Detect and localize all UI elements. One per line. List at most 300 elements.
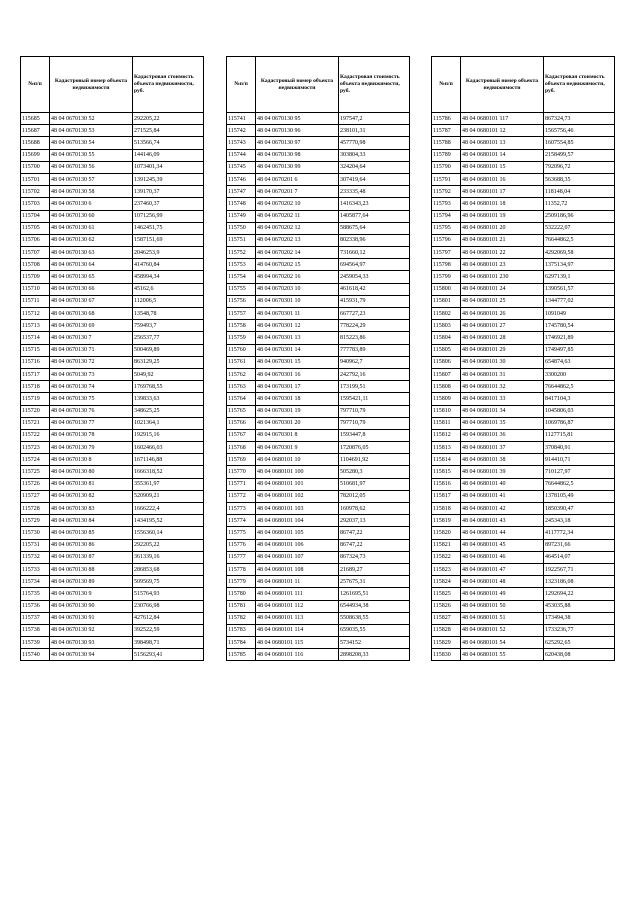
table-row: [227, 247, 410, 259]
cell-row-number: 115811: [432, 417, 461, 429]
table-row: [21, 368, 204, 380]
table-row: [21, 222, 204, 234]
cell-cadastral-cost: 1405877,64: [339, 210, 410, 222]
table-row: [21, 515, 204, 527]
cell-row-number: 115701: [21, 173, 50, 185]
cell-row-number: 115731: [21, 539, 50, 551]
table-row: [227, 222, 410, 234]
cell-cadastral-number: 48 04 0680101 50: [461, 600, 544, 612]
cell-cadastral-cost: 76644862,5: [544, 234, 615, 246]
cell-cadastral-cost: 778224,29: [339, 320, 410, 332]
cell-cadastral-cost: 1091049: [544, 308, 615, 320]
cell-row-number: 115809: [432, 393, 461, 405]
cell-row-number: 115825: [432, 588, 461, 600]
cell-cadastral-number: 48 04 0670301 18: [256, 393, 339, 405]
table-row: [21, 173, 204, 185]
cell-cadastral-number: 48 04 0670130 82: [50, 490, 133, 502]
cell-cadastral-number: 48 04 0670130 86: [50, 539, 133, 551]
cell-cadastral-number: 48 04 0670301 16: [256, 368, 339, 380]
cell-cadastral-cost: 797710,79: [339, 405, 410, 417]
cell-row-number: 115773: [227, 503, 256, 515]
cell-cadastral-number: 48 04 0670130 52: [50, 113, 133, 125]
cell-cadastral-cost: 1769768,55: [133, 381, 204, 393]
table-row: [432, 368, 615, 380]
cell-cadastral-cost: 1323186,08: [544, 576, 615, 588]
cell-cadastral-cost: 863129,25: [133, 356, 204, 368]
cell-cadastral-number: 48 04 0680101 101: [256, 478, 339, 490]
cell-row-number: 115784: [227, 637, 256, 649]
cell-cadastral-number: 48 04 0680101 32: [461, 381, 544, 393]
table-row: [21, 320, 204, 332]
cell-cadastral-cost: 710127,97: [544, 466, 615, 478]
cell-cadastral-cost: 1391245,39: [133, 173, 204, 185]
table-row: [227, 563, 410, 575]
table-row: [227, 649, 410, 661]
cell-cadastral-number: 48 04 0670203 10: [256, 283, 339, 295]
cell-row-number: 115810: [432, 405, 461, 417]
cell-cadastral-cost: 257675,31: [339, 576, 410, 588]
cell-row-number: 115779: [227, 576, 256, 588]
cell-row-number: 115798: [432, 259, 461, 271]
cell-cadastral-cost: 286853,68: [133, 563, 204, 575]
cell-cadastral-cost: 1593447,8: [339, 429, 410, 441]
table-row: [432, 442, 615, 454]
cell-row-number: 115744: [227, 149, 256, 161]
table-row: [432, 503, 615, 515]
cell-row-number: 115750: [227, 222, 256, 234]
cell-row-number: 115704: [21, 210, 50, 222]
cell-row-number: 115700: [21, 161, 50, 173]
cell-cadastral-cost: 307419,64: [339, 173, 410, 185]
cell-cadastral-cost: 197547,2: [339, 113, 410, 125]
cell-cadastral-cost: 361339,16: [133, 551, 204, 563]
cell-row-number: 115751: [227, 234, 256, 246]
cell-row-number: 115733: [21, 563, 50, 575]
cell-cadastral-number: 48 04 0670130 74: [50, 381, 133, 393]
table-row: [432, 247, 615, 259]
cell-cadastral-number: 48 04 0680101 112: [256, 600, 339, 612]
cell-cadastral-cost: 1462451,75: [133, 222, 204, 234]
cell-row-number: 115730: [21, 527, 50, 539]
table-row: [227, 295, 410, 307]
cell-cadastral-number: 48 04 0670130 91: [50, 612, 133, 624]
cell-cadastral-number: 48 04 0680101 44: [461, 527, 544, 539]
cell-cadastral-cost: 1745780,54: [544, 320, 615, 332]
cell-cadastral-number: 48 04 0680101 117: [461, 113, 544, 125]
cell-cadastral-cost: 1434195,52: [133, 515, 204, 527]
table-row: [432, 588, 615, 600]
cell-row-number: 115770: [227, 466, 256, 478]
cell-row-number: 115806: [432, 356, 461, 368]
cell-cadastral-cost: 414760,84: [133, 259, 204, 271]
table-row: [21, 308, 204, 320]
cell-row-number: 115778: [227, 563, 256, 575]
cell-cadastral-number: 48 04 0670202 11: [256, 210, 339, 222]
cell-cadastral-number: 48 04 0670130 58: [50, 186, 133, 198]
table-row: [432, 649, 615, 661]
table-row: [21, 210, 204, 222]
cell-cadastral-number: 48 04 0680101 34: [461, 405, 544, 417]
cell-cadastral-number: 48 04 0680101 11: [256, 576, 339, 588]
table-row: [227, 527, 410, 539]
table-row: [21, 149, 204, 161]
cell-row-number: 115726: [21, 478, 50, 490]
cell-cadastral-number: 48 04 0680101 54: [461, 637, 544, 649]
table-row: [21, 490, 204, 502]
table-row: [227, 173, 410, 185]
table-row: [21, 137, 204, 149]
cell-cadastral-number: 48 04 0680101 27: [461, 320, 544, 332]
cell-row-number: 115796: [432, 234, 461, 246]
cell-cadastral-cost: 173199,51: [339, 381, 410, 393]
table-row: [432, 344, 615, 356]
cell-cadastral-cost: 1390561,57: [544, 283, 615, 295]
cell-cadastral-number: 48 04 0670130 73: [50, 368, 133, 380]
cell-cadastral-cost: 802338,96: [339, 234, 410, 246]
cell-cadastral-number: 48 04 0680101 36: [461, 429, 544, 441]
cell-cadastral-number: 48 04 0680101 42: [461, 503, 544, 515]
cell-cadastral-number: 48 04 0670130 69: [50, 320, 133, 332]
cell-row-number: 115723: [21, 442, 50, 454]
table-row: [21, 588, 204, 600]
cell-row-number: 115761: [227, 356, 256, 368]
cell-cadastral-number: 48 04 0680101 33: [461, 393, 544, 405]
cell-cadastral-number: 48 04 0670130 57: [50, 173, 133, 185]
cell-row-number: 115827: [432, 612, 461, 624]
table-row: [432, 320, 615, 332]
table-row: [432, 612, 615, 624]
cell-cadastral-cost: 453035,88: [544, 600, 615, 612]
table-row: [21, 442, 204, 454]
cell-row-number: 115762: [227, 368, 256, 380]
cell-cadastral-cost: 398498,71: [133, 637, 204, 649]
cell-cadastral-number: 48 04 0670130 89: [50, 576, 133, 588]
cell-cadastral-cost: 21689,27: [339, 563, 410, 575]
cell-cadastral-cost: 392522,59: [133, 624, 204, 636]
cell-cadastral-number: 48 04 0680101 55: [461, 649, 544, 661]
table-row: [21, 381, 204, 393]
table-row: [432, 490, 615, 502]
cell-row-number: 115769: [227, 454, 256, 466]
table-row: [21, 612, 204, 624]
cell-row-number: 115829: [432, 637, 461, 649]
table-row: [227, 161, 410, 173]
cell-cadastral-cost: 505280,3: [339, 466, 410, 478]
cell-cadastral-cost: 620438,08: [544, 649, 615, 661]
cell-cadastral-cost: 8417104,3: [544, 393, 615, 405]
table-row: [432, 551, 615, 563]
table-row: [227, 478, 410, 490]
cell-row-number: 115755: [227, 283, 256, 295]
cell-row-number: 115737: [21, 612, 50, 624]
cell-cadastral-cost: 415931,79: [339, 295, 410, 307]
table-row: [227, 332, 410, 344]
cell-row-number: 115800: [432, 283, 461, 295]
cell-row-number: 115760: [227, 344, 256, 356]
table-row: [21, 332, 204, 344]
cell-cadastral-number: 48 04 0670301 20: [256, 417, 339, 429]
cell-cadastral-cost: 2046253,9: [133, 247, 204, 259]
cell-cadastral-cost: 112006,5: [133, 295, 204, 307]
table-row: [227, 539, 410, 551]
table-row: [227, 405, 410, 417]
table-row: [21, 600, 204, 612]
cell-row-number: 115820: [432, 527, 461, 539]
cell-row-number: 115742: [227, 125, 256, 137]
cell-cadastral-number: 48 04 0680101 18: [461, 198, 544, 210]
cell-row-number: 115709: [21, 271, 50, 283]
cell-cadastral-cost: 1749497,85: [544, 344, 615, 356]
cell-cadastral-cost: 867324,73: [339, 551, 410, 563]
table-row: [21, 113, 204, 125]
cell-row-number: 115771: [227, 478, 256, 490]
cell-row-number: 115789: [432, 149, 461, 161]
cell-cadastral-number: 48 04 0680101 230: [461, 271, 544, 283]
cell-row-number: 115724: [21, 454, 50, 466]
table-row: [21, 259, 204, 271]
cell-row-number: 115787: [432, 125, 461, 137]
cell-cadastral-number: 48 04 0680101 29: [461, 344, 544, 356]
header-cadastral-cost: Кадастровая стоимость объекта недвижимости, руб.: [339, 57, 410, 113]
cell-row-number: 115783: [227, 624, 256, 636]
cell-row-number: 115687: [21, 125, 50, 137]
table-row: [432, 259, 615, 271]
table-row: [432, 515, 615, 527]
cell-cadastral-number: 48 04 0670130 85: [50, 527, 133, 539]
cell-cadastral-cost: 303804,33: [339, 149, 410, 161]
cell-row-number: 115715: [21, 344, 50, 356]
cell-cadastral-cost: 1021364,1: [133, 417, 204, 429]
cell-row-number: 115753: [227, 259, 256, 271]
cell-cadastral-cost: 1733236,77: [544, 624, 615, 636]
cell-row-number: 115768: [227, 442, 256, 454]
table-row: [227, 454, 410, 466]
cell-cadastral-number: 48 04 0680101 114: [256, 624, 339, 636]
cell-row-number: 115772: [227, 490, 256, 502]
cell-cadastral-cost: 5734152: [339, 637, 410, 649]
cell-row-number: 115775: [227, 527, 256, 539]
cell-cadastral-number: 48 04 0670301 13: [256, 332, 339, 344]
cell-row-number: 115794: [432, 210, 461, 222]
table-header-row: [21, 57, 204, 113]
cell-cadastral-cost: 1556360,14: [133, 527, 204, 539]
table-row: [21, 637, 204, 649]
cell-row-number: 115702: [21, 186, 50, 198]
cell-cadastral-cost: 1261695,51: [339, 588, 410, 600]
cell-row-number: 115824: [432, 576, 461, 588]
cell-cadastral-number: 48 04 0670202 16: [256, 271, 339, 283]
cell-row-number: 115688: [21, 137, 50, 149]
cell-cadastral-cost: 355361,97: [133, 478, 204, 490]
cell-row-number: 115706: [21, 234, 50, 246]
table-row: [227, 125, 410, 137]
table-row: [432, 527, 615, 539]
cell-row-number: 115797: [432, 247, 461, 259]
table-row: [432, 332, 615, 344]
cell-cadastral-cost: 458994,34: [133, 271, 204, 283]
cell-row-number: 115799: [432, 271, 461, 283]
table-body: [21, 113, 204, 661]
cell-cadastral-number: 48 04 0670130 93: [50, 637, 133, 649]
cell-row-number: 115703: [21, 198, 50, 210]
cell-cadastral-number: 48 04 0670130 84: [50, 515, 133, 527]
cell-cadastral-cost: 914410,71: [544, 454, 615, 466]
cell-cadastral-cost: 139833,63: [133, 393, 204, 405]
cell-row-number: 115763: [227, 381, 256, 393]
cell-cadastral-number: 48 04 0670202 15: [256, 259, 339, 271]
table-row: [432, 393, 615, 405]
cell-cadastral-cost: 1045806,03: [544, 405, 615, 417]
table-row: [432, 429, 615, 441]
cell-cadastral-number: 48 04 0680101 12: [461, 125, 544, 137]
cell-cadastral-number: 48 04 0670130 98: [256, 149, 339, 161]
cell-cadastral-cost: 694564,97: [339, 259, 410, 271]
cell-cadastral-number: 48 04 0670301 15: [256, 356, 339, 368]
table-row: [227, 356, 410, 368]
cell-cadastral-cost: 940962,7: [339, 356, 410, 368]
cell-row-number: 115716: [21, 356, 50, 368]
cell-row-number: 115749: [227, 210, 256, 222]
cell-cadastral-cost: 897231,66: [544, 539, 615, 551]
cell-cadastral-number: 48 04 0680101 21: [461, 234, 544, 246]
cell-cadastral-number: 48 04 0670130 94: [50, 649, 133, 661]
cell-cadastral-cost: 1607554,85: [544, 137, 615, 149]
cell-cadastral-cost: 6297139,1: [544, 271, 615, 283]
cell-cadastral-cost: 1666318,52: [133, 466, 204, 478]
cell-cadastral-number: 48 04 0670301 14: [256, 344, 339, 356]
cell-cadastral-cost: 532222,07: [544, 222, 615, 234]
cell-row-number: 115828: [432, 624, 461, 636]
cell-cadastral-cost: 348625,25: [133, 405, 204, 417]
cell-cadastral-cost: 1850390,47: [544, 503, 615, 515]
cell-cadastral-cost: 4117772,34: [544, 527, 615, 539]
cell-cadastral-number: 48 04 0680101 52: [461, 624, 544, 636]
cell-cadastral-number: 48 04 0670130 92: [50, 624, 133, 636]
cell-row-number: 115808: [432, 381, 461, 393]
table-row: [227, 271, 410, 283]
cadastral-table-2: [226, 56, 410, 661]
table-row: [227, 612, 410, 624]
cell-row-number: 115722: [21, 429, 50, 441]
cell-cadastral-number: 48 04 0670130 68: [50, 308, 133, 320]
cell-row-number: 115719: [21, 393, 50, 405]
table-row: [227, 210, 410, 222]
cell-cadastral-cost: 1292694,22: [544, 588, 615, 600]
table-row: [227, 113, 410, 125]
cell-row-number: 115777: [227, 551, 256, 563]
cell-row-number: 115740: [21, 649, 50, 661]
cell-cadastral-cost: 457770,98: [339, 137, 410, 149]
cell-cadastral-number: 48 04 0680101 51: [461, 612, 544, 624]
cell-cadastral-number: 48 04 0680101 108: [256, 563, 339, 575]
header-cadastral-number: Кадастровый номер объекта недвижимости: [256, 57, 339, 113]
table-row: [227, 259, 410, 271]
header-num: №п/п: [432, 57, 461, 113]
table-row: [227, 551, 410, 563]
cell-cadastral-number: 48 04 0680101 116: [256, 649, 339, 661]
cell-row-number: 115757: [227, 308, 256, 320]
cell-row-number: 115795: [432, 222, 461, 234]
cell-cadastral-number: 48 04 0680101 40: [461, 478, 544, 490]
cell-row-number: 115830: [432, 649, 461, 661]
table-row: [432, 308, 615, 320]
table-row: [432, 417, 615, 429]
table-header-row: [227, 57, 410, 113]
cell-row-number: 115747: [227, 186, 256, 198]
header-cadastral-number: Кадастровый номер объекта недвижимости: [461, 57, 544, 113]
cell-row-number: 115804: [432, 332, 461, 344]
table-row: [432, 210, 615, 222]
cell-cadastral-cost: 5156293,41: [133, 649, 204, 661]
cell-row-number: 115818: [432, 503, 461, 515]
table-row: [227, 576, 410, 588]
cell-cadastral-number: 48 04 0670130 78: [50, 429, 133, 441]
cell-row-number: 115711: [21, 295, 50, 307]
cell-cadastral-number: 48 04 0670130 56: [50, 161, 133, 173]
cell-cadastral-cost: 5049,92: [133, 368, 204, 380]
cell-cadastral-cost: 1595421,11: [339, 393, 410, 405]
cell-row-number: 115791: [432, 173, 461, 185]
table-row: [227, 466, 410, 478]
cell-cadastral-number: 48 04 0680101 13: [461, 137, 544, 149]
cell-row-number: 115793: [432, 198, 461, 210]
cell-cadastral-cost: 5508638,55: [339, 612, 410, 624]
cell-cadastral-cost: 520909,21: [133, 490, 204, 502]
cell-cadastral-number: 48 04 0670130 67: [50, 295, 133, 307]
table-row: [432, 125, 615, 137]
cell-cadastral-cost: 759493,7: [133, 320, 204, 332]
cell-row-number: 115746: [227, 173, 256, 185]
cell-cadastral-number: 48 04 0670130 90: [50, 600, 133, 612]
table-row: [21, 478, 204, 490]
cell-row-number: 115786: [432, 113, 461, 125]
cell-row-number: 115734: [21, 576, 50, 588]
table-row: [432, 539, 615, 551]
cell-cadastral-cost: 625292,65: [544, 637, 615, 649]
cell-row-number: 115708: [21, 259, 50, 271]
cell-cadastral-cost: 782012,05: [339, 490, 410, 502]
cell-cadastral-number: 48 04 0680101 47: [461, 563, 544, 575]
header-cadastral-cost: Кадастровая стоимость объекта недвижимости, руб.: [133, 57, 204, 113]
cell-row-number: 115739: [21, 637, 50, 649]
cell-row-number: 115732: [21, 551, 50, 563]
cell-cadastral-cost: 1922567,71: [544, 563, 615, 575]
cell-cadastral-number: 48 04 0670130 79: [50, 442, 133, 454]
cell-cadastral-number: 48 04 0680101 49: [461, 588, 544, 600]
cell-row-number: 115727: [21, 490, 50, 502]
cell-row-number: 115705: [21, 222, 50, 234]
cell-cadastral-number: 48 04 0670301 11: [256, 308, 339, 320]
table-row: [21, 198, 204, 210]
cell-cadastral-cost: 1073401,34: [133, 161, 204, 173]
cell-row-number: 115728: [21, 503, 50, 515]
cell-cadastral-number: 48 04 0680101 16: [461, 173, 544, 185]
cell-cadastral-number: 48 04 0680101 115: [256, 637, 339, 649]
cell-cadastral-cost: 118148,04: [544, 186, 615, 198]
cell-cadastral-cost: 1375134,97: [544, 259, 615, 271]
header-cadastral-number: Кадастровый номер объекта недвижимости: [50, 57, 133, 113]
cell-cadastral-number: 48 04 0680101 30: [461, 356, 544, 368]
cell-cadastral-cost: 510681,97: [339, 478, 410, 490]
cell-cadastral-number: 48 04 0680101 106: [256, 539, 339, 551]
header-num: №п/п: [21, 57, 50, 113]
cell-cadastral-cost: 1416343,23: [339, 198, 410, 210]
cell-cadastral-number: 48 04 0680101 43: [461, 515, 544, 527]
cell-cadastral-number: 48 04 0670130 65: [50, 271, 133, 283]
cell-cadastral-cost: 144146,09: [133, 149, 204, 161]
cell-cadastral-number: 48 04 0680101 31: [461, 368, 544, 380]
cell-row-number: 115816: [432, 478, 461, 490]
